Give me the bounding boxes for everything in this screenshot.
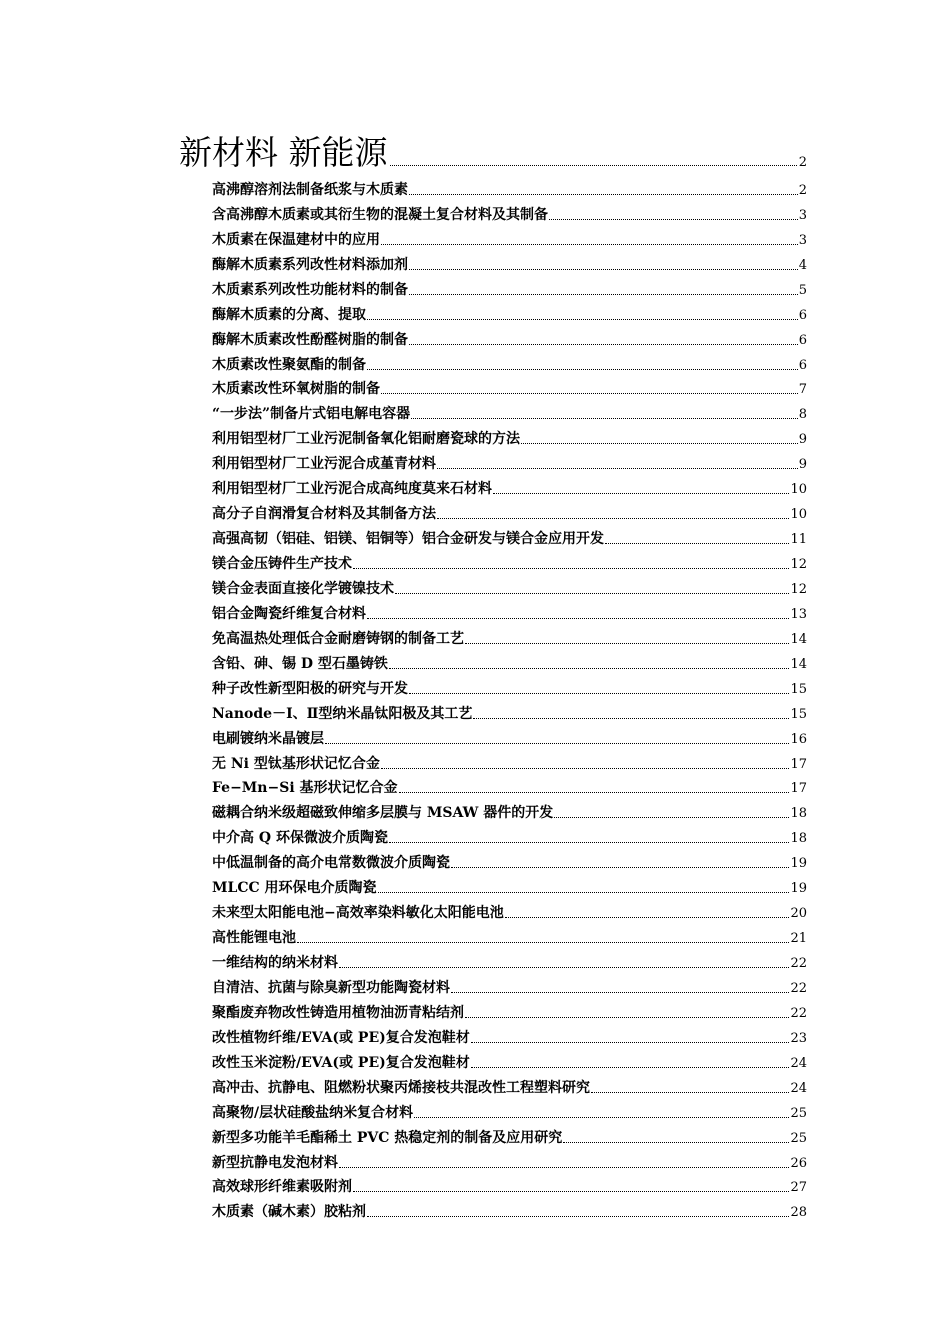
toc-entry[interactable]	[212, 249, 807, 274]
toc-entry-page-number: 5	[798, 282, 807, 298]
toc-entry-page-number: 27	[790, 1180, 807, 1196]
toc-entry-label: 木质素（碱木素）胶粘剂	[212, 1204, 366, 1221]
dot-leader	[367, 369, 798, 370]
toc-entry-label: 新型抗静电发泡材料	[212, 1154, 338, 1171]
dot-leader	[605, 543, 789, 544]
dot-leader	[353, 1191, 789, 1192]
table-of-contents	[179, 130, 807, 1221]
toc-entry-page-number: 15	[790, 706, 807, 722]
toc-entry[interactable]	[212, 523, 807, 548]
toc-entry[interactable]	[212, 922, 807, 947]
dot-leader	[591, 1092, 789, 1093]
toc-entry-page-number: 9	[798, 457, 807, 473]
toc-entry[interactable]	[212, 623, 807, 648]
toc-entry-label: 酶解木质素改性酚醛树脂的制备	[212, 331, 408, 348]
toc-entry[interactable]	[212, 822, 807, 847]
toc-entry-label: 利用铝型材厂工业污泥合成堇青材料	[212, 456, 436, 473]
dot-leader	[451, 992, 789, 993]
dot-leader	[409, 194, 798, 195]
toc-entry-label: 含铅、砷、锡 D 型石墨铸铁	[212, 655, 388, 672]
toc-entry-page-number: 22	[790, 980, 807, 996]
dot-leader	[521, 443, 798, 444]
toc-entry-page-number: 22	[790, 956, 807, 971]
dot-leader	[390, 165, 797, 166]
dot-leader	[554, 817, 789, 818]
toc-entry[interactable]	[212, 673, 807, 698]
toc-entry-page-number: 6	[798, 332, 807, 348]
toc-entry[interactable]	[212, 448, 807, 473]
toc-entry-page-number: 4	[798, 257, 807, 273]
toc-entry-label: 铝合金陶瓷纤维复合材料	[212, 605, 366, 622]
toc-entry[interactable]	[212, 324, 807, 349]
dot-leader	[409, 344, 798, 345]
dot-leader	[367, 319, 798, 320]
toc-entry-label: 木质素系列改性功能材料的制备	[212, 281, 408, 298]
toc-entry[interactable]	[212, 274, 807, 299]
toc-entry-page-number: 14	[790, 656, 807, 672]
dot-leader	[471, 1042, 790, 1043]
toc-entry-page-number: 28	[790, 1205, 807, 1221]
toc-entry-label: MLCC 用环保电介质陶瓷	[212, 880, 377, 897]
dot-leader	[409, 693, 789, 694]
toc-entry[interactable]	[212, 773, 807, 798]
toc-entry[interactable]	[212, 374, 807, 399]
toc-title-row[interactable]	[179, 130, 807, 172]
toc-entry[interactable]	[212, 1122, 807, 1147]
toc-entry-page-number: 18	[790, 831, 807, 847]
toc-entry-page-number: 18	[790, 806, 807, 822]
toc-entry-page-number: 6	[798, 307, 807, 323]
toc-entry-page-number: 26	[790, 1155, 807, 1171]
toc-entry[interactable]	[212, 398, 807, 423]
toc-entry-label: 木质素改性环氧树脂的制备	[212, 381, 380, 398]
toc-entry-label: 磁耦合纳米级超磁致伸缩多层膜与 MSAW 器件的开发	[212, 805, 554, 822]
toc-entry-label: 中介高 Q 环保微波介质陶瓷	[212, 830, 388, 847]
toc-entry-page-number: 3	[798, 232, 807, 248]
dot-leader	[471, 1067, 790, 1068]
toc-entry-label: 木质素在保温建材中的应用	[212, 231, 380, 248]
toc-entry-label: “一步法”制备片式铝电解电容器	[212, 406, 411, 423]
toc-entry-page-number: 15	[790, 681, 807, 697]
toc-entry[interactable]	[212, 972, 807, 997]
toc-entry[interactable]	[212, 997, 807, 1022]
toc-entry-page-number: 12	[790, 581, 807, 597]
dot-leader	[389, 842, 790, 843]
toc-entry[interactable]	[212, 1047, 807, 1072]
dot-leader	[493, 493, 789, 494]
toc-entry-page-number: 19	[790, 856, 807, 872]
toc-entry-page-number: 12	[790, 557, 807, 572]
dot-leader	[325, 743, 789, 744]
toc-entry-page-number: 17	[790, 756, 807, 772]
dot-leader	[353, 568, 789, 569]
toc-entry-page-number: 17	[790, 781, 807, 797]
toc-entry-page-number: 20	[790, 906, 807, 922]
toc-entry-page-number: 2	[798, 182, 807, 198]
toc-entry[interactable]	[212, 1072, 807, 1097]
toc-entry[interactable]	[212, 1097, 807, 1122]
toc-entry-label: 无 Ni 型钛基形状记忆合金	[212, 755, 380, 772]
toc-entry-page-number: 14	[790, 631, 807, 647]
dot-leader	[381, 393, 798, 394]
dot-leader	[297, 942, 789, 943]
toc-entry-label: 聚酯废弃物改性铸造用植物油沥青粘结剂	[212, 1004, 464, 1021]
toc-entry[interactable]	[212, 548, 807, 573]
dot-leader	[389, 668, 790, 669]
toc-entry-label: 一维结构的纳米材料	[212, 955, 338, 971]
toc-entry-label: 木质素改性聚氨酯的制备	[212, 356, 366, 373]
toc-entry[interactable]	[212, 299, 807, 324]
dot-leader	[367, 1216, 789, 1217]
toc-entry-label: 高聚物/层状硅酸盐纳米复合材料	[212, 1104, 414, 1121]
toc-entry-page-number: 9	[798, 432, 807, 448]
toc-entry-label: 高分子自润滑复合材料及其制备方法	[212, 506, 436, 523]
toc-entry-label: 高效球形纤维素吸附剂	[212, 1179, 352, 1196]
toc-entry-label: 利用铝型材厂工业污泥制备氧化铝耐磨瓷球的方法	[212, 431, 520, 448]
dot-leader	[395, 593, 789, 594]
dot-leader	[465, 1017, 789, 1018]
dot-leader	[409, 269, 798, 270]
toc-entry-label: 酶解木质素的分离、提取	[212, 306, 366, 323]
toc-entry-label: 高沸醇溶剂法制备纸浆与木质素	[212, 181, 408, 198]
dot-leader	[409, 294, 798, 295]
toc-entries	[179, 174, 807, 1221]
toc-entry[interactable]	[212, 1022, 807, 1047]
toc-entry[interactable]	[212, 1172, 807, 1197]
toc-entry-label: 中低温制备的高介电常数微波介质陶瓷	[212, 855, 450, 872]
toc-entry-label: 利用铝型材厂工业污泥合成高纯度莫来石材料	[212, 481, 492, 498]
toc-entry[interactable]	[212, 1147, 807, 1172]
toc-entry[interactable]	[212, 872, 807, 897]
toc-entry-page-number: 21	[790, 931, 807, 947]
toc-entry-page-number: 7	[798, 382, 807, 398]
toc-entry-page-number: 6	[798, 357, 807, 373]
toc-entry[interactable]	[212, 473, 807, 498]
dot-leader	[381, 244, 798, 245]
toc-entry-label: 未来型太阳能电池−高效率染料敏化太阳能电池	[212, 905, 504, 922]
toc-entry-label: 高强高韧（铝硅、铝镁、铝铜等）铝合金研发与镁合金应用开发	[212, 531, 604, 548]
toc-entry-page-number: 16	[790, 731, 807, 747]
toc-entry-label: 改性植物纤维/EVA(或 PE)复合发泡鞋材	[212, 1029, 470, 1046]
dot-leader	[549, 219, 798, 220]
toc-entry[interactable]	[212, 498, 807, 523]
toc-entry-label: 镁合金压铸件生产技术	[212, 556, 352, 572]
toc-entry[interactable]	[212, 1196, 807, 1221]
toc-entry[interactable]	[212, 573, 807, 598]
toc-entry-page-number: 10	[790, 507, 807, 523]
toc-entry-label: 高冲击、抗静电、阻燃粉状聚丙烯接枝共混改性工程塑料研究	[212, 1079, 590, 1096]
dot-leader	[505, 917, 790, 918]
toc-entry[interactable]	[212, 349, 807, 374]
dot-leader	[339, 1167, 789, 1168]
toc-entry-page-number: 22	[790, 1005, 807, 1021]
toc-entry[interactable]	[212, 224, 807, 249]
dot-leader	[451, 867, 789, 868]
toc-entry-page-number: 11	[790, 532, 807, 548]
toc-entry-label: 免高温热处理低合金耐磨铸钢的制备工艺	[212, 630, 464, 647]
toc-entry-label: Nanode－Ⅰ、Ⅱ型纳米晶钛阳极及其工艺	[212, 705, 473, 722]
toc-entry[interactable]	[212, 897, 807, 922]
toc-entry-page-number: 8	[798, 407, 807, 423]
toc-entry[interactable]	[212, 748, 807, 773]
toc-entry[interactable]	[212, 698, 807, 723]
toc-entry[interactable]	[212, 174, 807, 199]
toc-entry[interactable]	[212, 648, 807, 673]
toc-entry[interactable]	[212, 723, 807, 748]
dot-leader	[367, 618, 789, 619]
dot-leader	[381, 768, 790, 769]
toc-entry-page-number: 19	[790, 881, 807, 897]
dot-leader	[378, 892, 790, 893]
toc-entry-label: 酶解木质素系列改性材料添加剂	[212, 256, 408, 273]
toc-entry-page-number: 3	[798, 207, 807, 223]
dot-leader	[339, 967, 789, 968]
toc-entry[interactable]	[212, 947, 807, 972]
toc-entry[interactable]	[212, 847, 807, 872]
toc-entry-page-number: 24	[790, 1080, 807, 1096]
toc-entry-page-number: 13	[790, 606, 807, 622]
toc-entry-label: Fe−Mn−Si 基形状记忆合金	[212, 780, 398, 797]
toc-entry-label: 种子改性新型阳极的研究与开发	[212, 680, 408, 697]
dot-leader	[437, 518, 789, 519]
toc-entry-page-number: 25	[790, 1130, 807, 1146]
toc-entry-label: 改性玉米淀粉/EVA(或 PE)复合发泡鞋材	[212, 1054, 470, 1071]
toc-entry-label: 高性能锂电池	[212, 930, 296, 947]
toc-entry-label: 镁合金表面直接化学镀镍技术	[212, 580, 394, 597]
dot-leader	[399, 792, 790, 793]
toc-entry-page-number: 25	[790, 1105, 807, 1121]
toc-entry[interactable]	[212, 199, 807, 224]
toc-entry-page-number: 24	[790, 1055, 807, 1071]
dot-leader	[411, 418, 798, 419]
toc-entry[interactable]	[212, 598, 807, 623]
toc-entry-label: 新型多功能羊毛酯稀土 PVC 热稳定剂的制备及应用研究	[212, 1129, 563, 1146]
toc-entry[interactable]	[212, 423, 807, 448]
toc-entry[interactable]	[212, 797, 807, 822]
dot-leader	[465, 643, 789, 644]
toc-entry-label: 自清洁、抗菌与除臭新型功能陶瓷材料	[212, 979, 450, 996]
toc-entry-page-number: 23	[790, 1030, 807, 1046]
dot-leader	[563, 1142, 789, 1143]
dot-leader	[473, 718, 789, 719]
toc-title: 新材料 新能源	[179, 133, 388, 172]
toc-entry-page-number: 10	[790, 482, 807, 498]
toc-title-page-number: 2	[798, 155, 807, 170]
dot-leader	[437, 468, 798, 469]
toc-entry-label: 电刷镀纳米晶镀层	[212, 730, 324, 747]
toc-entry-label: 含高沸醇木质素或其衍生物的混凝土复合材料及其制备	[212, 206, 548, 223]
dot-leader	[414, 1117, 789, 1118]
